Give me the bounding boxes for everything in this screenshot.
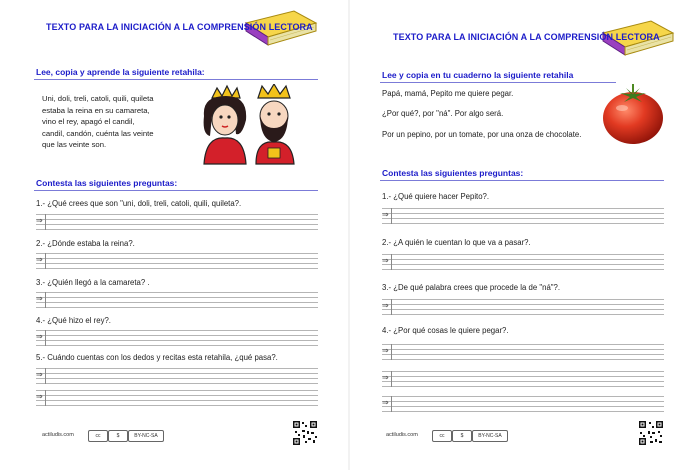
creative-commons-badge: $: [108, 430, 128, 442]
arrow-marker-icon: ⇒: [36, 294, 43, 303]
creative-commons-badge: cc: [432, 430, 452, 442]
footer-site: actiludis.com: [42, 432, 74, 438]
answer-line[interactable]: [382, 371, 664, 387]
question-2: 2.- ¿A quién le cuentan lo que va a pasar?.: [382, 238, 531, 247]
arrow-marker-icon: ⇒: [382, 210, 389, 219]
heading-underline: [34, 190, 318, 191]
poem-line: estaba la reina en su camareta,: [42, 105, 150, 115]
arrow-marker-icon: ⇒: [382, 373, 389, 382]
poem-text: [42, 93, 154, 151]
answer-line[interactable]: [36, 390, 318, 406]
arrow-marker-icon: ⇒: [36, 370, 43, 379]
section-heading-read-copy: Lee y copia en tu cuaderno la siguiente retahila: [382, 70, 574, 80]
heading-underline: [380, 180, 664, 181]
footer-branding: [36, 430, 166, 442]
story-line: Por un pepino, por un tomate, por una onza de chocolate.: [382, 130, 582, 139]
arrow-marker-icon: ⇒: [36, 392, 43, 401]
question-2: 2.- ¿Dónde estaba la reina?.: [36, 239, 135, 248]
answer-line[interactable]: [36, 214, 318, 230]
poem-line: Uni, doli, treli, catoli, quili, quileta: [42, 94, 154, 103]
arrow-marker-icon: ⇒: [36, 332, 43, 341]
poem-line: que las veinte son.: [42, 140, 107, 149]
tomato-illustration: [600, 80, 666, 146]
heading-underline: [380, 82, 616, 83]
question-4: 4.- ¿Qué hizo el rey?.: [36, 316, 111, 325]
answer-line[interactable]: [36, 330, 318, 346]
creative-commons-badge: cc: [88, 430, 108, 442]
answer-line[interactable]: [382, 208, 664, 224]
story-line: ¿Por qué?, por "ná". Por algo será.: [382, 109, 504, 118]
answer-line[interactable]: [382, 344, 664, 360]
qr-code: [292, 420, 318, 446]
answer-line[interactable]: [382, 299, 664, 315]
king-and-queen-illustration: [190, 84, 310, 166]
story-line: Papá, mamá, Pepito me quiere pegar.: [382, 89, 514, 98]
poem-line: vino el rey, apagó el candil,: [42, 117, 135, 126]
question-3: 3.- ¿De qué palabra crees que procede la de "ná"?.: [382, 283, 561, 292]
qr-code: [638, 420, 664, 446]
heading-underline: [34, 79, 318, 80]
question-3: 3.- ¿Quién llegó a la camareta? .: [36, 278, 150, 287]
license-badge: BY-NC-SA: [472, 430, 508, 442]
section-heading-read-copy: Lee, copia y aprende la siguiente retahila:: [36, 67, 205, 77]
arrow-marker-icon: ⇒: [36, 216, 43, 225]
arrow-marker-icon: ⇒: [36, 255, 43, 264]
arrow-marker-icon: ⇒: [382, 398, 389, 407]
footer-site: actiludis.com: [386, 432, 418, 438]
question-1: 1.- ¿Qué quiere hacer Pepito?.: [382, 192, 490, 201]
creative-commons-badge: $: [452, 430, 472, 442]
arrow-marker-icon: ⇒: [382, 256, 389, 265]
license-badge: BY-NC-SA: [128, 430, 164, 442]
poem-line: candil, candón, cuénta las veinte: [42, 128, 154, 138]
question-1: 1.- ¿Qué crees que son "uni, doli, treli, catoli, quili, quileta?.: [36, 199, 242, 208]
answer-line[interactable]: [382, 396, 664, 412]
answer-line[interactable]: [382, 254, 664, 270]
arrow-marker-icon: ⇒: [382, 301, 389, 310]
worksheet-page-right: [350, 0, 700, 470]
answer-line[interactable]: [36, 292, 318, 308]
page-title: TEXTO PARA LA INICIACIÓN A LA COMPRENSIÓN LECTORA: [46, 22, 313, 32]
section-heading-questions: Contesta las siguientes preguntas:: [382, 168, 524, 178]
page-title: TEXTO PARA LA INICIACIÓN A LA COMPRENSIÓN LECTORA: [393, 32, 660, 42]
question-4: 4.- ¿Por qué cosas le quiere pegar?.: [382, 326, 509, 335]
question-5: 5.- Cuándo cuentas con los dedos y recitas esta retahila, ¿qué pasa?.: [36, 353, 278, 362]
arrow-marker-icon: ⇒: [382, 346, 389, 355]
footer-branding: [380, 430, 510, 442]
section-heading-questions: Contesta las siguientes preguntas:: [36, 178, 178, 188]
answer-line[interactable]: [36, 253, 318, 269]
answer-line[interactable]: [36, 368, 318, 384]
